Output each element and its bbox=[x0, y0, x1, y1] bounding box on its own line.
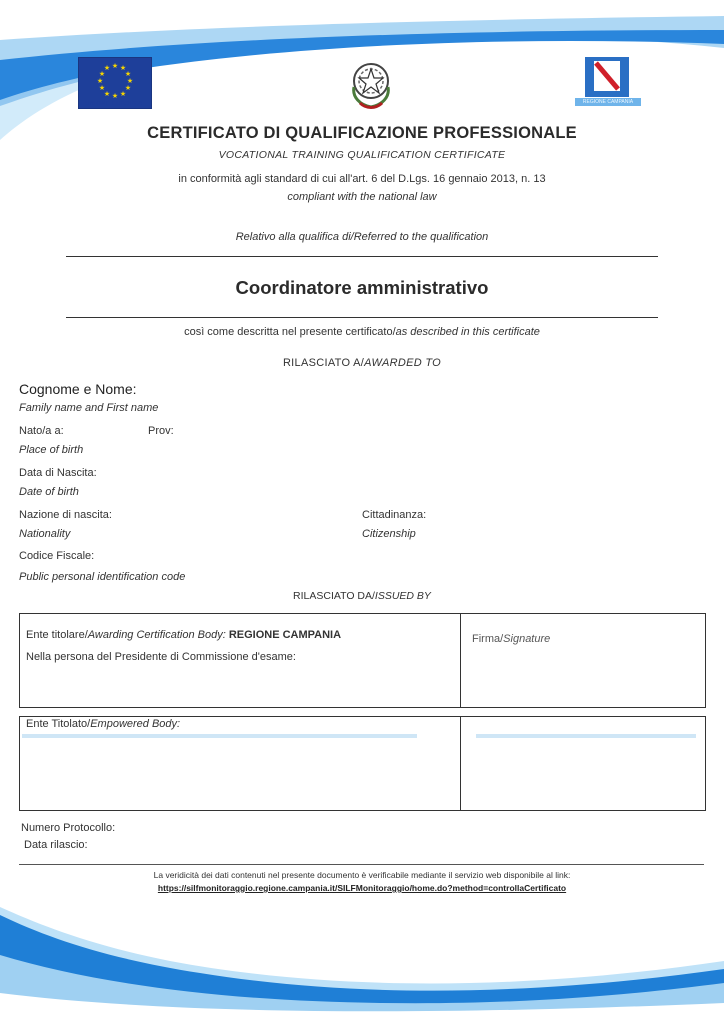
province-label: Prov: bbox=[148, 425, 174, 437]
svg-text:★: ★ bbox=[98, 84, 106, 92]
verification-note: La veridicità dei dati contenuti nel presente documento è verificabile mediante il servizio web disponibile al link: bbox=[153, 870, 571, 880]
empowered-body-box bbox=[19, 716, 461, 811]
divider-top bbox=[66, 256, 658, 257]
name-label-en: Family name and First name bbox=[19, 402, 159, 414]
signature-label: Firma/Signature bbox=[472, 633, 551, 645]
empowered-signature-box bbox=[460, 716, 706, 811]
qualification-name: Coordinatore amministrativo bbox=[235, 277, 489, 298]
certificate-title: CERTIFICATO DI QUALIFICAZIONE PROFESSIONALE bbox=[147, 124, 577, 142]
qualification-reference-label: Relativo alla qualifica di/Referred to the qualification bbox=[235, 231, 489, 243]
svg-text:★: ★ bbox=[103, 64, 111, 72]
empowered-body-label: Ente Titolato/Empowered Body: bbox=[26, 718, 181, 730]
issued-by-label: RILASCIATO DA/ISSUED BY bbox=[293, 590, 431, 602]
svg-text:★: ★ bbox=[124, 70, 132, 78]
region-caption: REGIONE CAMPANIA bbox=[575, 98, 641, 106]
birthplace-label: Nato/a a: bbox=[19, 425, 64, 437]
name-label: Cognome e Nome: bbox=[19, 381, 137, 397]
president-label: Nella persona del Presidente di Commissione d'esame: bbox=[26, 651, 296, 663]
described-statement: così come descritta nel presente certificato/as described in this certificate bbox=[184, 326, 540, 338]
footer-divider bbox=[19, 864, 704, 865]
nation-label: Nazione di nascita: bbox=[19, 509, 112, 521]
verification-link[interactable]: https://silfmonitoraggio.regione.campania.it/SILFMonitoraggio/home.do?method=controllaCertificato bbox=[157, 883, 567, 893]
signature-box bbox=[460, 613, 706, 708]
svg-text:★: ★ bbox=[111, 62, 119, 70]
fiscal-code-label: Codice Fiscale: bbox=[19, 550, 95, 562]
eu-stars-icon bbox=[79, 58, 151, 102]
svg-text:★: ★ bbox=[126, 77, 134, 85]
svg-text:★: ★ bbox=[124, 84, 132, 92]
conformity-statement: in conformità agli standard di cui all'art. 6 del D.Lgs. 16 gennaio 2013, n. 13 bbox=[178, 173, 546, 185]
campania-shield-icon bbox=[585, 57, 629, 97]
svg-text:★: ★ bbox=[103, 90, 111, 98]
svg-text:★: ★ bbox=[96, 77, 104, 85]
compliant-statement: compliant with the national law bbox=[287, 191, 437, 203]
certificate-subtitle: VOCATIONAL TRAINING QUALIFICATION CERTIFICATE bbox=[218, 149, 506, 161]
birthdate-label: Data di Nascita: bbox=[19, 467, 97, 479]
citizenship-label: Cittadinanza: bbox=[362, 509, 427, 521]
svg-text:★: ★ bbox=[119, 64, 127, 72]
nation-label-en: Nationality bbox=[19, 528, 71, 540]
fiscal-code-label-en: Public personal identification code bbox=[19, 571, 186, 583]
regione-campania-logo bbox=[585, 57, 629, 97]
awarding-body-text: Ente titolare/Awarding Certification Body: REGIONE CAMPANIA bbox=[26, 629, 342, 641]
eu-caption: UNIONE EUROPEA bbox=[85, 101, 143, 107]
svg-text:★: ★ bbox=[98, 70, 106, 78]
birthplace-label-en: Place of birth bbox=[19, 444, 84, 456]
citizenship-label-en: Citizenship bbox=[362, 528, 416, 540]
svg-text:★: ★ bbox=[111, 92, 119, 100]
awarded-to-label: RILASCIATO A/AWARDED TO bbox=[282, 357, 442, 369]
birthdate-label-en: Date of birth bbox=[19, 486, 79, 498]
italian-republic-emblem-icon bbox=[346, 57, 396, 112]
scan-streak-right bbox=[476, 734, 696, 738]
svg-text:★: ★ bbox=[119, 90, 127, 98]
scan-streak bbox=[22, 734, 417, 738]
protocol-number-label: Numero Protocollo: bbox=[21, 822, 116, 834]
divider-bottom bbox=[66, 317, 658, 318]
release-date-label: Data rilascio: bbox=[24, 839, 88, 851]
bottom-wave-decoration bbox=[0, 895, 724, 1024]
